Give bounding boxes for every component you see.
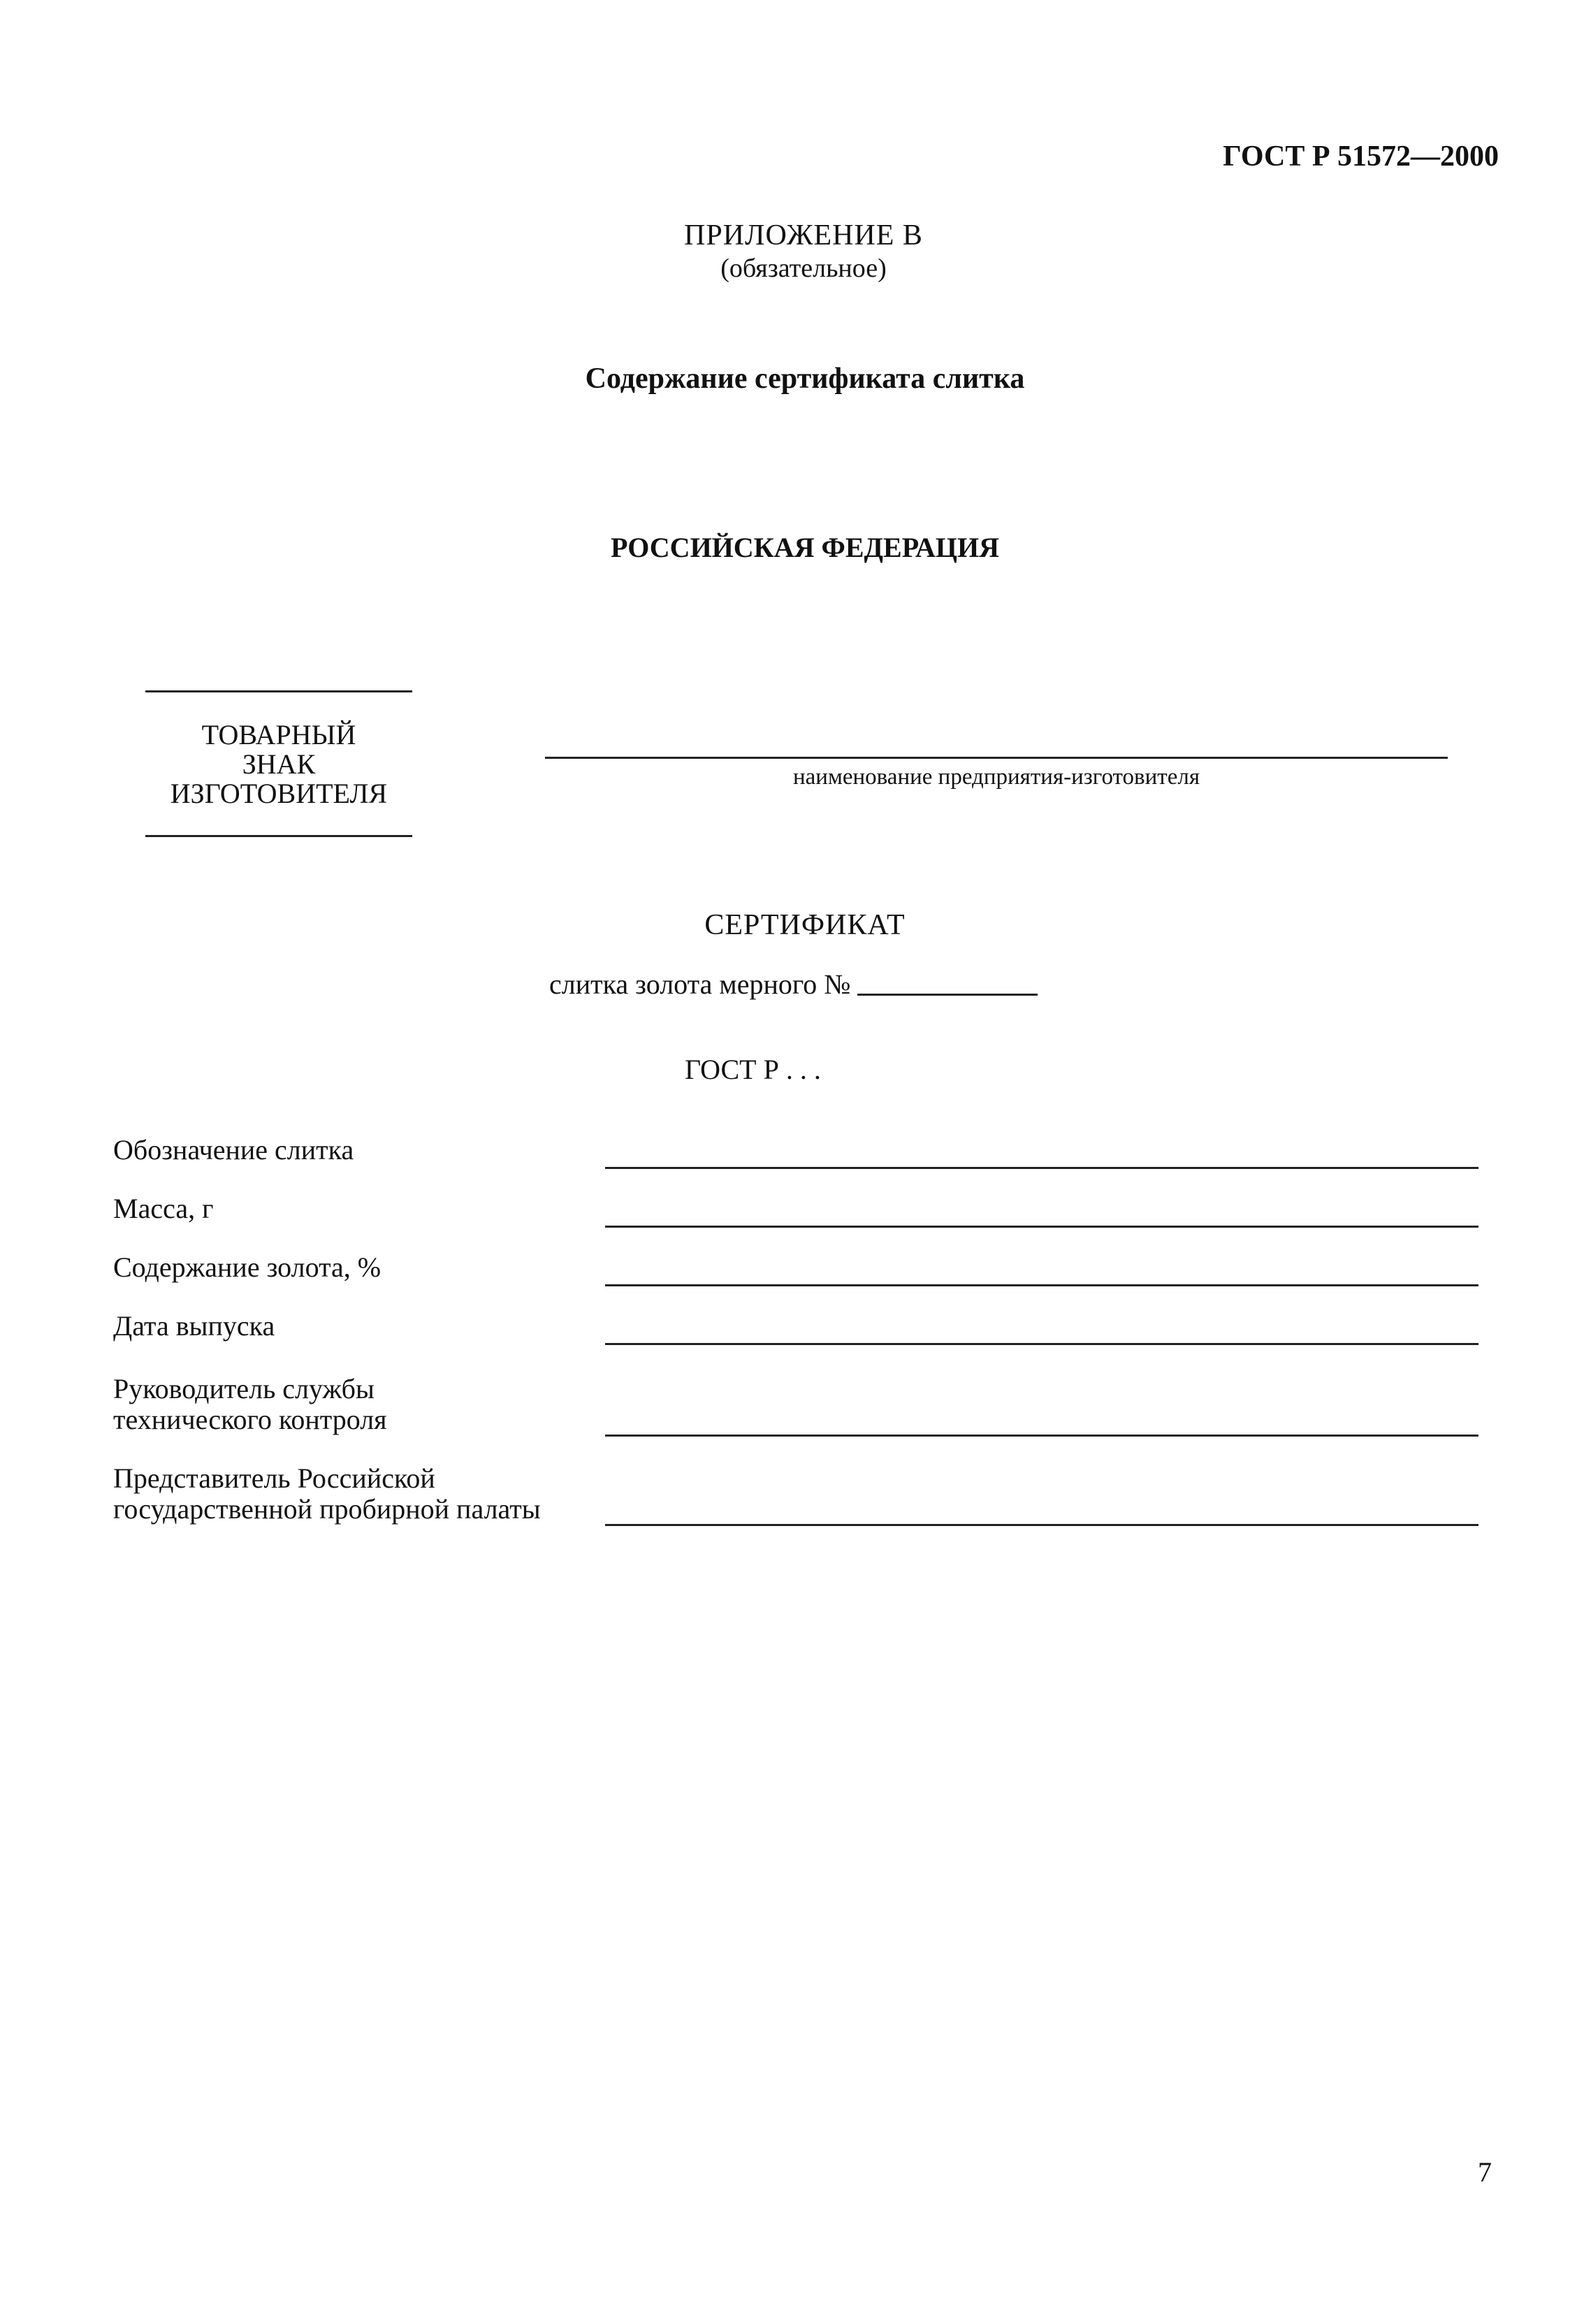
country-heading: РОССИЙСКАЯ ФЕДЕРАЦИЯ <box>610 532 1000 563</box>
trademark-top-rule <box>145 690 412 692</box>
field-label-issue-date: Дата выпуска <box>113 1310 275 1342</box>
field-input-gold-content[interactable] <box>605 1284 1478 1286</box>
field-label-mass: Масса, г <box>113 1193 214 1224</box>
field-label-tech-control-head-line2: технического контроля <box>113 1404 387 1435</box>
gost-reference: ГОСТ Р . . . <box>685 1054 821 1085</box>
ingot-number-label: слитка золота мерного № <box>549 968 851 1000</box>
field-input-issue-date[interactable] <box>605 1343 1478 1345</box>
section-title: Содержание сертификата слитка <box>585 363 1025 395</box>
document-id: ГОСТ Р 51572—2000 <box>1223 140 1499 173</box>
appendix-subtitle: (обязательное) <box>720 254 887 283</box>
manufacturer-name-field[interactable] <box>545 757 1448 759</box>
manufacturer-name-caption: наименование предприятия-изготовителя <box>793 764 1200 790</box>
ingot-number-field[interactable] <box>857 994 1038 996</box>
ingot-number-row <box>549 968 1038 1001</box>
field-label-tech-control-head-line1: Руководитель службы <box>113 1373 375 1404</box>
field-input-tech-control-head[interactable] <box>605 1435 1478 1437</box>
trademark-bottom-rule <box>145 835 412 837</box>
field-label-gold-content: Содержание золота, % <box>113 1251 382 1283</box>
page-number: 7 <box>1478 2156 1492 2188</box>
field-label-designation: Обозначение слитка <box>113 1134 354 1165</box>
field-label-assay-representative-line2: государственной пробирной палаты <box>113 1493 541 1525</box>
trademark-label-line2: ЗНАК <box>242 748 316 780</box>
appendix-title: ПРИЛОЖЕНИЕ В <box>684 219 923 252</box>
field-label-assay-representative-line1: Представитель Российской <box>113 1462 435 1494</box>
field-input-designation[interactable] <box>605 1167 1478 1169</box>
trademark-label-line1: ТОВАРНЫЙ <box>201 719 356 750</box>
field-input-mass[interactable] <box>605 1226 1478 1228</box>
certificate-title: СЕРТИФИКАТ <box>704 909 906 941</box>
trademark-label-line3: ИЗГОТОВИТЕЛЯ <box>170 778 388 809</box>
field-input-assay-representative[interactable] <box>605 1524 1478 1526</box>
